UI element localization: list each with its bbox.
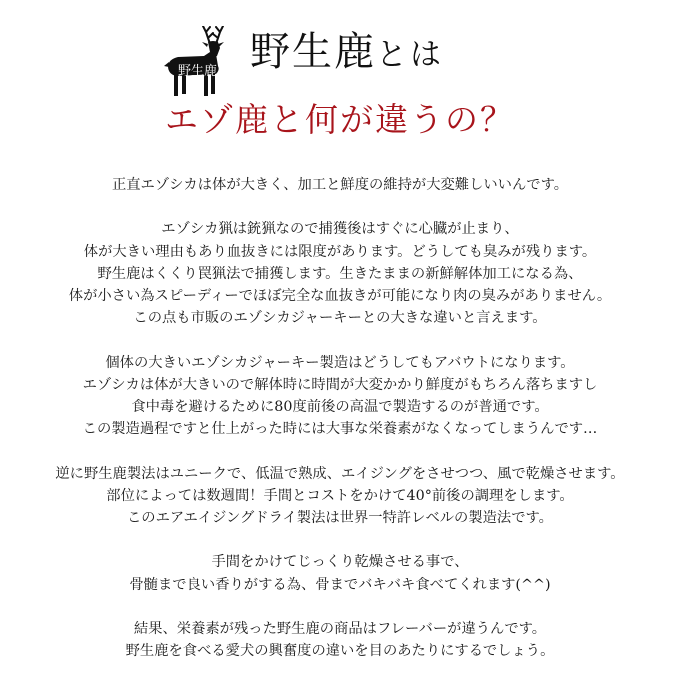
deer-logo (160, 26, 242, 98)
paragraph-1 (0, 174, 680, 196)
text-line: 結果、栄養素が残った野生鹿の商品はフレーバーが違うんです。 (133, 620, 547, 637)
text-line: エゾシカは体が大きいので解体時に時間が大変かかり鮮度がもちろん落ちますし (82, 376, 598, 393)
text-line: このエアエイジングドライ製法は世界一特許レベルの製造法です。 (127, 510, 553, 526)
text-line: 手間をかけてじっくり乾燥させる事で、 (211, 554, 469, 571)
text-line: 食中毒を避けるために80度前後の高温で製造するのが普通です。 (131, 399, 549, 415)
text-line: 野生鹿を食べる愛犬の興奮度の違いを目のあたりにするでしょう。 (125, 643, 555, 660)
text-line: 体が小さい為スピーディーでほぼ完全な血抜きが可能になり肉の臭みがありません。 (68, 288, 612, 304)
body-text (0, 174, 680, 662)
paragraph-2 (0, 218, 680, 329)
text-line: 個体の大きいエゾシカジャーキー製造はどうしてもアバウトになります。 (105, 354, 575, 371)
paragraph-3 (0, 352, 680, 441)
text-line: 正直エゾシカは体が大きく、加工と鮮度の維持が大変難しいいんです。 (111, 177, 569, 193)
paragraph-5 (0, 551, 680, 595)
text-line: この点も市販のエゾシカジャーキーとの大きな違いと言えます。 (133, 310, 547, 327)
page-title (250, 29, 444, 75)
header (0, 18, 680, 158)
text-line: 骨髄まで良い香りがする為、骨までバキバキ食べてくれます(^^) (129, 576, 551, 593)
text-line: 体が大きい理由もあり血抜きには限度があります。どうしても臭みが残ります。 (83, 243, 597, 260)
title-suffix: とは (376, 37, 444, 73)
title-text: 野生鹿 (250, 29, 376, 75)
logo-text: 野生鹿 (178, 64, 218, 79)
text-line: この製造過程ですと仕上がった時には大事な栄養素がなくなってしまうんです… (82, 421, 598, 438)
subtitle: エゾ鹿と何が違うの？ (165, 100, 515, 139)
text-line: 部位によっては数週間！手間とコストをかけて40°前後の調理をします。 (106, 487, 574, 504)
text-line: 逆に野生鹿製法はユニークで、低温で熟成、エイジングをさせつつ、風で乾燥させます。 (55, 465, 625, 482)
text-line: 野生鹿はくくり罠猟法で捕獲します。生きたままの新鮮解体加工になる為、 (97, 265, 583, 282)
paragraph-4 (0, 463, 680, 530)
paragraph-6 (0, 618, 680, 662)
text-line: エゾシカ猟は銃猟なので捕獲後はすぐに心臓が止まり、 (161, 221, 519, 238)
